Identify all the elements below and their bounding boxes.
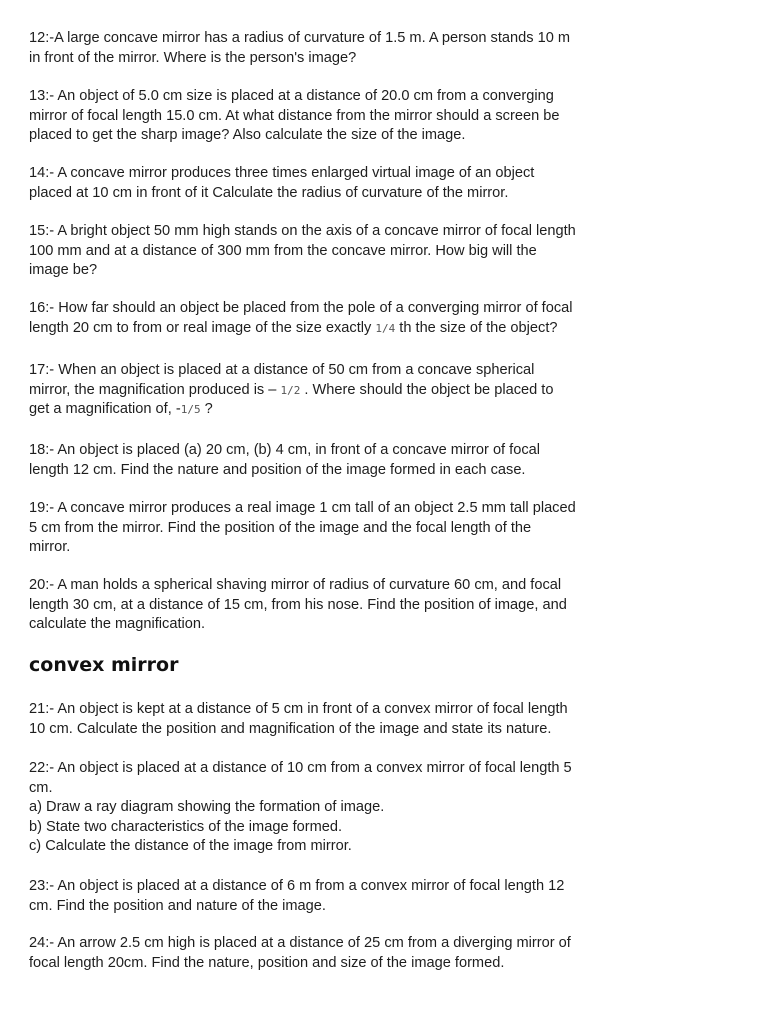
question-text: 12:-A large concave mirror has a radius of curvature of 1.5 m. A person stands 10 m in front of the mirror. Where is the person's image? bbox=[29, 30, 571, 66]
question-text-part: 16:- How far should an object be placed from the pole of a converging mirror of focal length 20 cm to from or real image of the size exactly bbox=[29, 300, 573, 336]
question-20 bbox=[29, 576, 719, 635]
question-23 bbox=[29, 877, 719, 916]
question-15 bbox=[29, 222, 719, 281]
question-text bbox=[29, 361, 719, 420]
question-text bbox=[29, 299, 719, 338]
question-text: 22:- An object is placed at a distance of 10 cm from a convex mirror of focal length 5 cm. a) Draw a ray diagram showing the formation of image. b) State two characteristics of the image formed. c) Calculate the distance of the image from mirror. bbox=[29, 760, 572, 854]
question-18 bbox=[29, 441, 719, 480]
question-text: 21:- An object is kept at a distance of 5 cm in front of a convex mirror of focal length 10 cm. Calculate the position and magnification of the image and state its nature. bbox=[29, 701, 568, 737]
question-text: 23:- An object is placed at a distance of 6 m from a convex mirror of focal length 12 cm. Find the position and nature of the image. bbox=[29, 878, 565, 914]
question-text: 24:- An arrow 2.5 cm high is placed at a distance of 25 cm from a diverging mirror of focal length 20cm. Find the nature, position and size of the image formed. bbox=[29, 935, 571, 971]
question-text: 18:- An object is placed (a) 20 cm, (b) 4 cm, in front of a concave mirror of focal length 12 cm. Find the nature and position of the image formed in each case. bbox=[29, 442, 540, 478]
question-19 bbox=[29, 499, 719, 558]
question-text-part: ? bbox=[200, 401, 213, 417]
question-text: 20:- A man holds a spherical shaving mirror of radius of curvature 60 cm, and focal length 30 cm, at a distance of 15 cm, from his nose. Find the position of image, and calculate the magnification. bbox=[29, 577, 567, 632]
question-14 bbox=[29, 164, 719, 203]
question-text-part: th the size of the object? bbox=[395, 319, 558, 336]
question-16 bbox=[29, 299, 719, 338]
question-12 bbox=[29, 29, 719, 68]
fraction: 1/2 bbox=[280, 383, 301, 397]
question-text-part: . Where should the object be placed to get a magnification of, - bbox=[29, 381, 554, 417]
question-22 bbox=[29, 759, 719, 857]
question-text: 14:- A concave mirror produces three times enlarged virtual image of an object placed at 10 cm in front of it Calculate the radius of curvature of the mirror. bbox=[29, 165, 535, 201]
question-21 bbox=[29, 700, 719, 739]
question-13 bbox=[29, 87, 719, 146]
question-24 bbox=[29, 934, 719, 973]
fraction: 1/4 bbox=[375, 321, 396, 335]
question-17 bbox=[29, 361, 719, 420]
fraction: 1/5 bbox=[180, 403, 201, 416]
question-text: 13:- An object of 5.0 cm size is placed at a distance of 20.0 cm from a converging mirror of focal length 15.0 cm. At what distance from the mirror should a screen be placed to get the sharp image? Also calculate the size of the image. bbox=[29, 88, 560, 143]
section-heading: convex mirror bbox=[29, 654, 179, 676]
question-text: 19:- A concave mirror produces a real image 1 cm tall of an object 2.5 mm tall placed 5 cm from the mirror. Find the position of the image and the focal length of the mirror. bbox=[29, 500, 576, 555]
question-text-part: 17:- When an object is placed at a distance of 50 cm from a concave spherical mirror, the magnification produced is – bbox=[29, 362, 535, 398]
question-text: 15:- A bright object 50 mm high stands on the axis of a concave mirror of focal length 100 mm and at a distance of 300 mm from the concave mirror. How big will the image be? bbox=[29, 223, 576, 278]
